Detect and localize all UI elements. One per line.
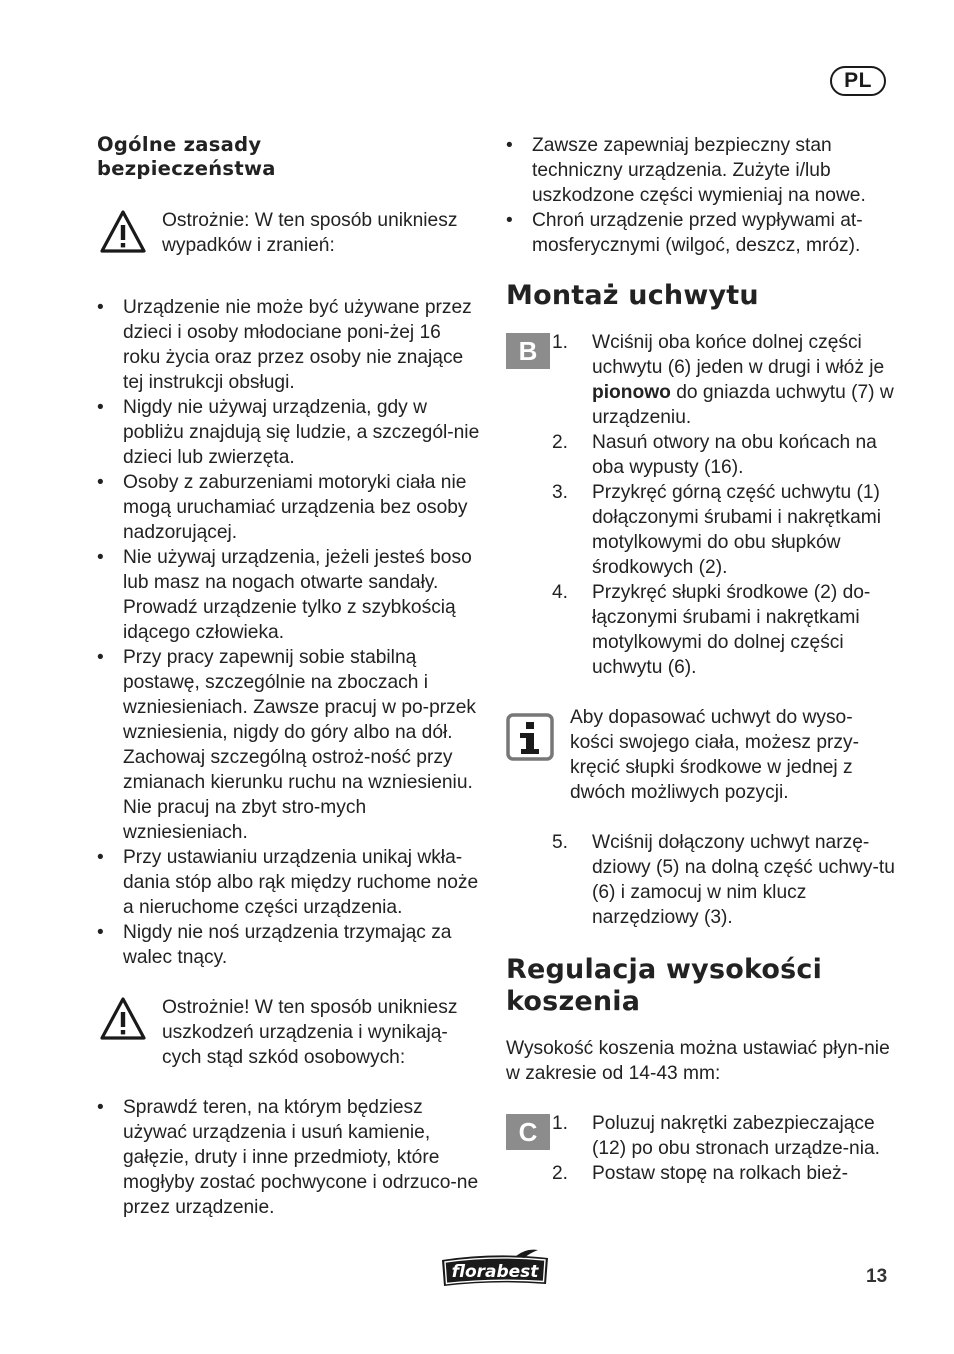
step-item: 2. Nasuń otwory na obu końcach na oba wypusty (16). — [552, 432, 877, 478]
florabest-logo — [438, 1248, 552, 1288]
mount-heading: Montaż uchwytu — [506, 280, 759, 311]
list-item: • Nigdy nie noś urządzenia trzymając za walec tnący. — [97, 922, 452, 968]
info-icon — [506, 713, 554, 761]
mount-steps — [552, 330, 896, 680]
mount-step-5 — [552, 830, 896, 930]
list-item: • Osoby z zaburzeniami motoryki ciała nie mogą uruchamiać urządzenia bez osoby nadzorującej. — [97, 472, 468, 543]
safety-heading-line1: Ogólne zasady — [97, 133, 262, 156]
list-item: • Sprawdź teren, na którym będziesz używać urządzenia i usuń kamienie, gałęzie, druty i inne przedmioty, które mogłyby zostać pochwycone i odrzuco-ne przez urządzenie. — [97, 1097, 479, 1218]
list-item: • Przy ustawianiu urządzenia unikaj wkła-dania stóp albo rąk między ruchome noże a nieruchome części urządzenia. — [97, 847, 479, 918]
warning-note-1 — [97, 208, 482, 258]
safety-heading — [97, 133, 482, 181]
page-number: 13 — [866, 1266, 888, 1287]
warning-note-2 — [97, 995, 482, 1070]
terrain-bullet-list — [97, 1095, 482, 1220]
warning-triangle-icon — [99, 995, 147, 1043]
info-text: Aby dopasować uchwyt do wyso-kości swojego ciała, możesz przy-kręcić słupki środkowe w jednej z dwóch możliwych pozycji. — [570, 707, 859, 803]
height-heading-line1: Regulacja wysokości — [506, 954, 823, 985]
list-item: • Nie używaj urządzenia, jeżeli jesteś boso lub masz na nogach otwarte sandały. Prowadź urządzenie tylko z szybkością idącego człowieka. — [97, 547, 472, 643]
warning-triangle-icon — [99, 208, 147, 256]
warning-text-1: Ostrożnie: W ten sposób unikniesz wypadków i zranień: — [162, 210, 458, 256]
right-column — [506, 133, 896, 1186]
svg-text:florabest: florabest — [451, 1262, 539, 1282]
step-item: 2. Postaw stopę na rolkach bież- — [552, 1163, 848, 1184]
list-item: • Nigdy nie używaj urządzenia, gdy w pobliżu znajdują się ludzie, a szczegól-nie dzieci lub zwierzęta. — [97, 397, 480, 468]
info-note — [506, 705, 896, 805]
list-item: • Chroń urządzenie przed wypływami at-mosferycznymi (wilgoć, deszcz, mróz). — [506, 210, 863, 256]
figure-badge-c: C — [506, 1114, 550, 1150]
list-item: • Urządzenie nie może być używane przez dzieci i osoby młodociane poni-żej 16 roku życia oraz przez osoby nie znające tej instrukcji obsługi. — [97, 297, 472, 393]
maintenance-bullet-list — [506, 133, 896, 258]
step-item: 5. Wciśnij dołączony uchwyt narzę-dziowy (5) na dolną część uchwy-tu (6) i zamocuj w nim klucz narzędziowy (3). — [552, 832, 895, 928]
left-column — [97, 133, 482, 1220]
figure-badge-b: B — [506, 333, 550, 369]
step-item: 3. Przykręć górną część uchwytu (1) dołączonymi śrubami i nakrętkami motylkowymi do obu słupków środkowych (2). — [552, 482, 881, 578]
height-heading — [506, 954, 896, 1018]
warning-text-2: Ostrożnie! W ten sposób unikniesz uszkodzeń urządzenia i wynikają-cych stąd szkód osobowych: — [162, 997, 458, 1068]
safety-heading-line2: bezpieczeństwa — [97, 157, 276, 180]
height-steps — [552, 1111, 896, 1186]
list-item: • Zawsze zapewniaj bezpieczny stan techniczny urządzenia. Zużyte i/lub uszkodzone części wymieniaj na nowe. — [506, 135, 866, 206]
language-badge: PL — [830, 66, 886, 96]
height-heading-line2: koszenia — [506, 986, 641, 1017]
list-item: • Przy pracy zapewnij sobie stabilną postawę, szczególnie na zboczach i wzniesieniach. Zawsze pracuj w po-przek wzniesienia, nigdy do góry albo na dół. Zachowaj szczególną ostroż-ność przy zmianach kierunku ruchu na wzniesieniu. Nie pracuj na zbyt stro-mych wzniesieniach. — [97, 647, 476, 843]
step-group-c — [506, 1111, 896, 1186]
step-item: 1. Wciśnij oba końce dolnej części uchwytu (6) jeden w drugi i włóż je pionowo do gniazda uchwytu (7) w urządzeniu. — [552, 332, 894, 428]
step-item: 1. Poluzuj nakrętki zabezpieczające (12) po obu stronach urządze-nia. — [552, 1113, 880, 1159]
step-group-b — [506, 330, 896, 680]
height-intro-text: Wysokość koszenia można ustawiać płyn-nie w zakresie od 14-43 mm: — [506, 1038, 890, 1084]
safety-bullet-list — [97, 295, 482, 970]
step-item: 4. Przykręć słupki środkowe (2) do-łączonymi śrubami i nakrętkami motylkowymi do dolnej części uchwytu (6). — [552, 582, 871, 678]
